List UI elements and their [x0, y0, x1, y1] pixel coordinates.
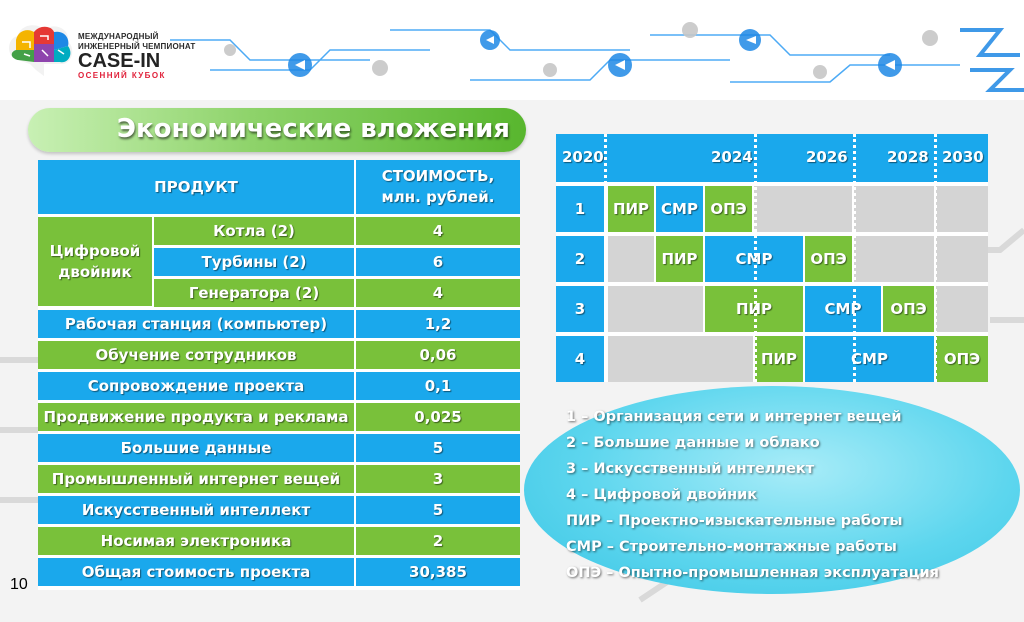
table-row-name: Генератора (2): [154, 279, 354, 307]
year-label: 2030: [942, 148, 984, 166]
logo-main: CASE-IN: [78, 50, 161, 72]
legend: [566, 404, 939, 586]
table-row-name: Носимая электроника: [38, 527, 354, 555]
gantt-bar-ope: ОПЭ: [705, 186, 752, 232]
gantt-empty: [608, 236, 654, 282]
legend-item: СМР – Строительно-монтажные работы: [566, 539, 897, 555]
page-number: 10: [10, 576, 28, 593]
header: [0, 0, 1024, 100]
digital-twin-group: Цифровой двойник: [38, 217, 152, 306]
table-row-value: 5: [356, 434, 520, 462]
gantt-bar-ope: ОПЭ: [883, 286, 934, 332]
year-label: 2024: [711, 148, 753, 166]
cost-table: [38, 160, 520, 590]
year-divider: [604, 134, 607, 382]
table-row-value: 2: [356, 527, 520, 555]
gantt-bar-smr: СМР: [705, 236, 803, 282]
header-product: ПРОДУКТ: [38, 160, 354, 214]
table-row-value: 6: [356, 248, 520, 276]
legend-item: ПИР – Проектно-изыскательные работы: [566, 513, 903, 529]
total-row-name: Общая стоимость проекта: [38, 558, 354, 586]
legend-item: 4 – Цифровой двойник: [566, 487, 758, 503]
gantt-empty: [854, 236, 934, 282]
table-row-value: 0,06: [356, 341, 520, 369]
gantt-empty: [608, 336, 753, 382]
year-label: 2026: [806, 148, 848, 166]
logo-sub: ОСЕННИЙ КУБОК: [78, 71, 166, 80]
table-row-name: Сопровождение проекта: [38, 372, 354, 400]
table-row-name: Обучение сотрудников: [38, 341, 354, 369]
gantt-empty: [854, 186, 934, 232]
gantt-empty: [754, 186, 852, 232]
gantt-bar-smr: СМР: [805, 286, 881, 332]
year-label: 2028: [887, 148, 929, 166]
table-row-name: Продвижение продукта и реклама: [38, 403, 354, 431]
legend-item: 3 – Искусственный интеллект: [566, 461, 815, 477]
brain-logo-icon: [4, 20, 76, 82]
table-row-name: Большие данные: [38, 434, 354, 462]
gantt-bar-smr: СМР: [805, 336, 934, 382]
table-row-value: 4: [356, 217, 520, 245]
year-divider: [853, 134, 856, 382]
table-row-value: 5: [356, 496, 520, 524]
logo-line2: ИНЖЕНЕРНЫЙ ЧЕМПИОНАТ: [78, 42, 196, 51]
schedule-gantt: [556, 134, 988, 382]
header-cost: СТОИМОСТЬ, млн. рублей.: [356, 160, 520, 214]
title-banner: [28, 108, 526, 152]
legend-item: 2 – Большие данные и облако: [566, 435, 820, 451]
legend-item: ОПЭ – Опытно-промышленная эксплуатация: [566, 565, 939, 581]
table-row-name: Промышленный интернет вещей: [38, 465, 354, 493]
gantt-bar-ope: ОПЭ: [936, 336, 988, 382]
table-row-value: 4: [356, 279, 520, 307]
gantt-bar-pir: ПИР: [755, 336, 803, 382]
year-divider: [934, 134, 937, 382]
gantt-empty: [936, 286, 988, 332]
gantt-bar-pir: ПИР: [656, 236, 703, 282]
row-label: 1: [556, 186, 604, 232]
gantt-bar-ope: ОПЭ: [805, 236, 852, 282]
legend-item: 1 – Организация сети и интернет вещей: [566, 409, 902, 425]
table-row-name: Искусственный интеллект: [38, 496, 354, 524]
year-label: 2020: [562, 148, 604, 166]
gantt-empty: [608, 286, 703, 332]
table-row-value: 0,025: [356, 403, 520, 431]
year-divider: [754, 134, 757, 382]
circuit-header-decoration: [170, 10, 1024, 100]
row-label: 3: [556, 286, 604, 332]
row-label: 4: [556, 336, 604, 382]
gantt-empty: [936, 186, 988, 232]
table-row-value: 3: [356, 465, 520, 493]
table-row-value: 1,2: [356, 310, 520, 338]
table-row-name: Турбины (2): [154, 248, 354, 276]
total-row-value: 30,385: [356, 558, 520, 586]
page-title: Экономические вложения: [116, 114, 510, 144]
gantt-bar-pir: ПИР: [705, 286, 803, 332]
table-row-name: Котла (2): [154, 217, 354, 245]
logo-line1: МЕЖДУНАРОДНЫЙ: [78, 32, 159, 41]
table-row-value: 0,1: [356, 372, 520, 400]
row-label: 2: [556, 236, 604, 282]
gantt-bar-smr: СМР: [656, 186, 703, 232]
table-row-name: Рабочая станция (компьютер): [38, 310, 354, 338]
gantt-bar-pir: ПИР: [608, 186, 654, 232]
gantt-empty: [936, 236, 988, 282]
